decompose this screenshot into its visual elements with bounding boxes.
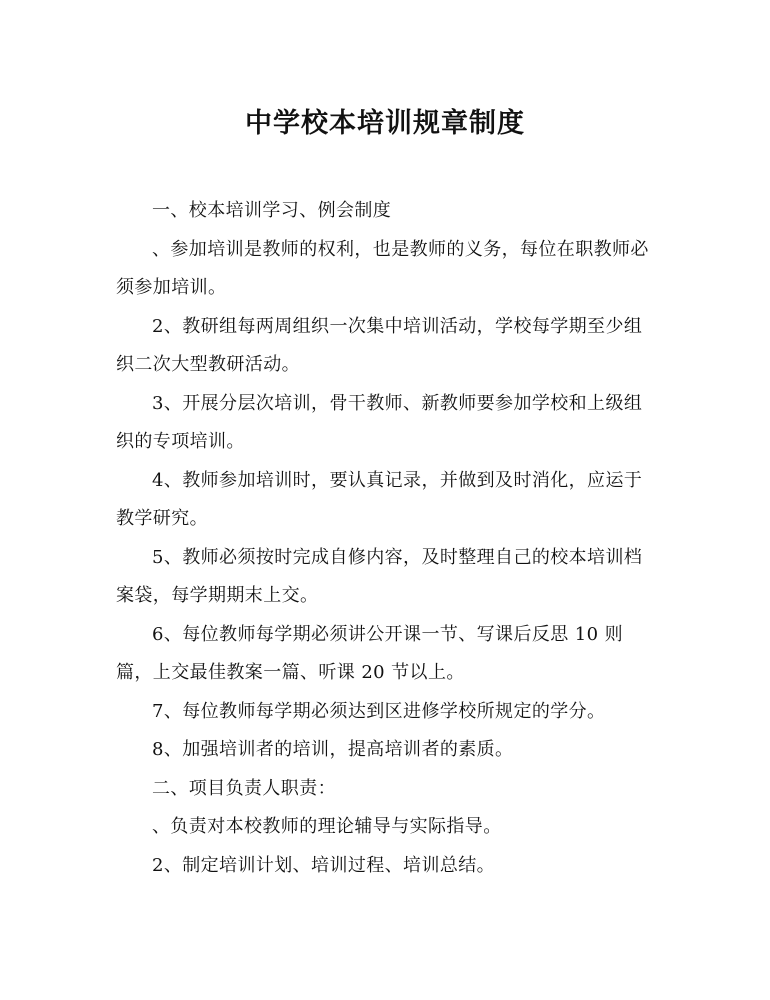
paragraph-item: 2、制定培训计划、培训过程、培训总结。	[152, 854, 496, 876]
paragraph-item: 8、加强培训者的培训，提高培训者的素质。	[152, 739, 514, 760]
paragraph-item: 2、教研组每两周组织一次集中培训活动，学校每学期至少组织二次大型教研活动。	[116, 315, 643, 375]
document-body	[116, 192, 656, 885]
section-heading-1: 一、校本培训学习、例会制度	[152, 200, 392, 221]
document-title: 中学校本培训规章制度	[245, 108, 525, 139]
paragraph-item: 6、每位教师每学期必须讲公开课一节、写课后反思 10 则篇，上交最佳教案一篇、听课 20 节以上。	[116, 623, 623, 683]
paragraph-item: 7、每位教师每学期必须达到区进修学校所规定的学分。	[152, 700, 606, 722]
paragraph-item: 5、教师必须按时完成自修内容，及时整理自己的校本培训档案袋，每学期期末上交。	[116, 546, 643, 606]
paragraph-item: 4、教师参加培训时，要认真记录，并做到及时消化，应运于教学研究。	[116, 469, 643, 529]
paragraph-item: 3、开展分层次培训，骨干教师、新教师要参加学校和上级组织的专项培训。	[116, 392, 643, 452]
paragraph-item: 、负责对本校教师的理论辅导与实际指导。	[152, 816, 502, 837]
section-heading-2: 二、项目负责人职责：	[152, 777, 336, 799]
paragraph-item: 、参加培训是教师的权利，也是教师的义务，每位在职教师必须参加培训。	[116, 238, 649, 298]
